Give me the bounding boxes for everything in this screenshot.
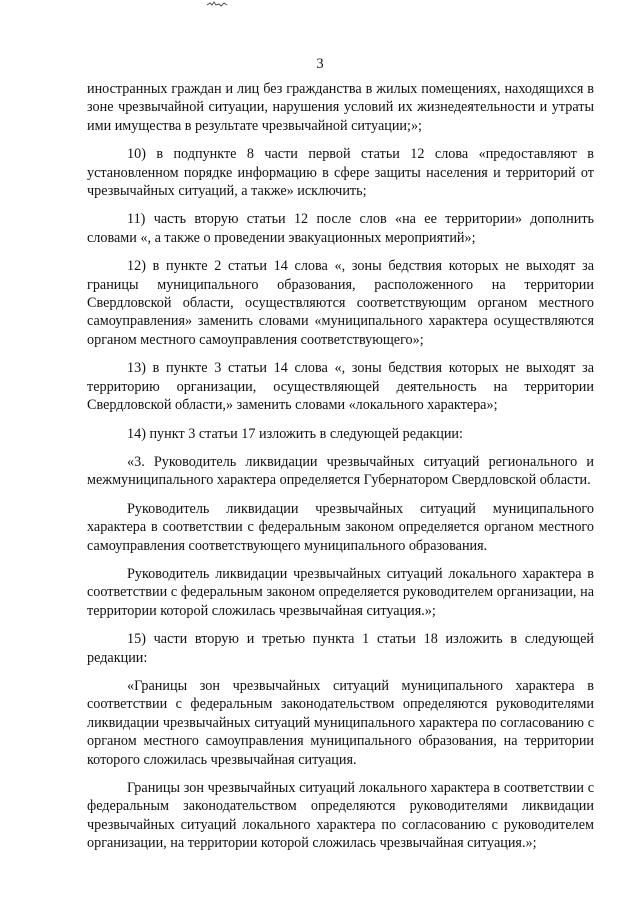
paragraph-continuation: иностранных граждан и лиц без гражданства в жилых помещениях, находящихся в зоне чрезвычайной ситуации, нарушения условий их жизнедеятельности и утраты ими имущества в результате чрезвычайной ситуации;»;: [87, 81, 594, 134]
paragraph-quote-municipal: Руководитель ликвидации чрезвычайных ситуаций муниципального характера в соответствии с федеральным законом определяется органом местного самоуправления соответствующего муниципального образования.: [87, 500, 594, 554]
paragraph-quote-borders-municipal: «Границы зон чрезвычайных ситуаций муниципального характера в соответствии с федеральным законодательством определяются руководителями ликвидации чрезвычайных ситуаций муниципального характера по согласованию с органом местного самоуправления муниципального образования, на территории которого сложилась чрезвычайная ситуация.: [87, 677, 594, 768]
paragraph-item-15: 15) части вторую и третью пункта 1 статьи 18 изложить в следующей редакции:: [87, 631, 594, 666]
paragraph-quote-regional: «3. Руководитель ликвидации чрезвычайных ситуаций регионального и межмуниципального характера определяется Губернатором Свердловской области.: [87, 453, 594, 489]
scan-mark-icon: [206, 0, 228, 8]
document-body: [87, 80, 594, 863]
paragraph-item-12: 12) в пункте 2 статьи 14 слова «, зоны бедствия которых не выходят за границы муниципального образования, расположенного на территории Свердловской области, осуществляются соответствующим органом местного самоуправления» заменить словами «муниципального характера осуществляются органом местного самоуправления соответствующего»;: [87, 258, 594, 348]
paragraph-item-14: 14) пункт 3 статьи 17 изложить в следующей редакции:: [127, 425, 463, 442]
paragraph-item-13: 13) в пункте 3 статьи 14 слова «, зоны бедствия которых не выходят за территорию организации, осуществляющей деятельность на территории Свердловской области,» заменить словами «локального характера»;: [87, 360, 594, 414]
page-number: 3: [316, 56, 324, 72]
paragraph-item-10: 10) в подпункте 8 части первой статьи 12 слова «предоставляют в установленном порядке информацию в сфере защиты населения и территорий от чрезвычайных ситуаций, а также» исключить;: [87, 146, 594, 200]
paragraph-quote-borders-local: Границы зон чрезвычайных ситуаций локального характера в соответствии с федеральным законодательством определяются руководителями ликвидации чрезвычайных ситуаций локального характера по согласованию с руководителем организации, на территории которой сложилась чрезвычайная ситуация.»;: [87, 780, 594, 852]
paragraph-item-11: 11) часть вторую статьи 12 после слов «на ее территории» дополнить словами «, а также о проведении эвакуационных мероприятий»;: [87, 211, 594, 246]
paragraph-quote-local: Руководитель ликвидации чрезвычайных ситуаций локального характера в соответствии с федеральным законом определяется руководителем организации, на территории которой сложилась чрезвычайная ситуация.»;: [87, 565, 594, 619]
